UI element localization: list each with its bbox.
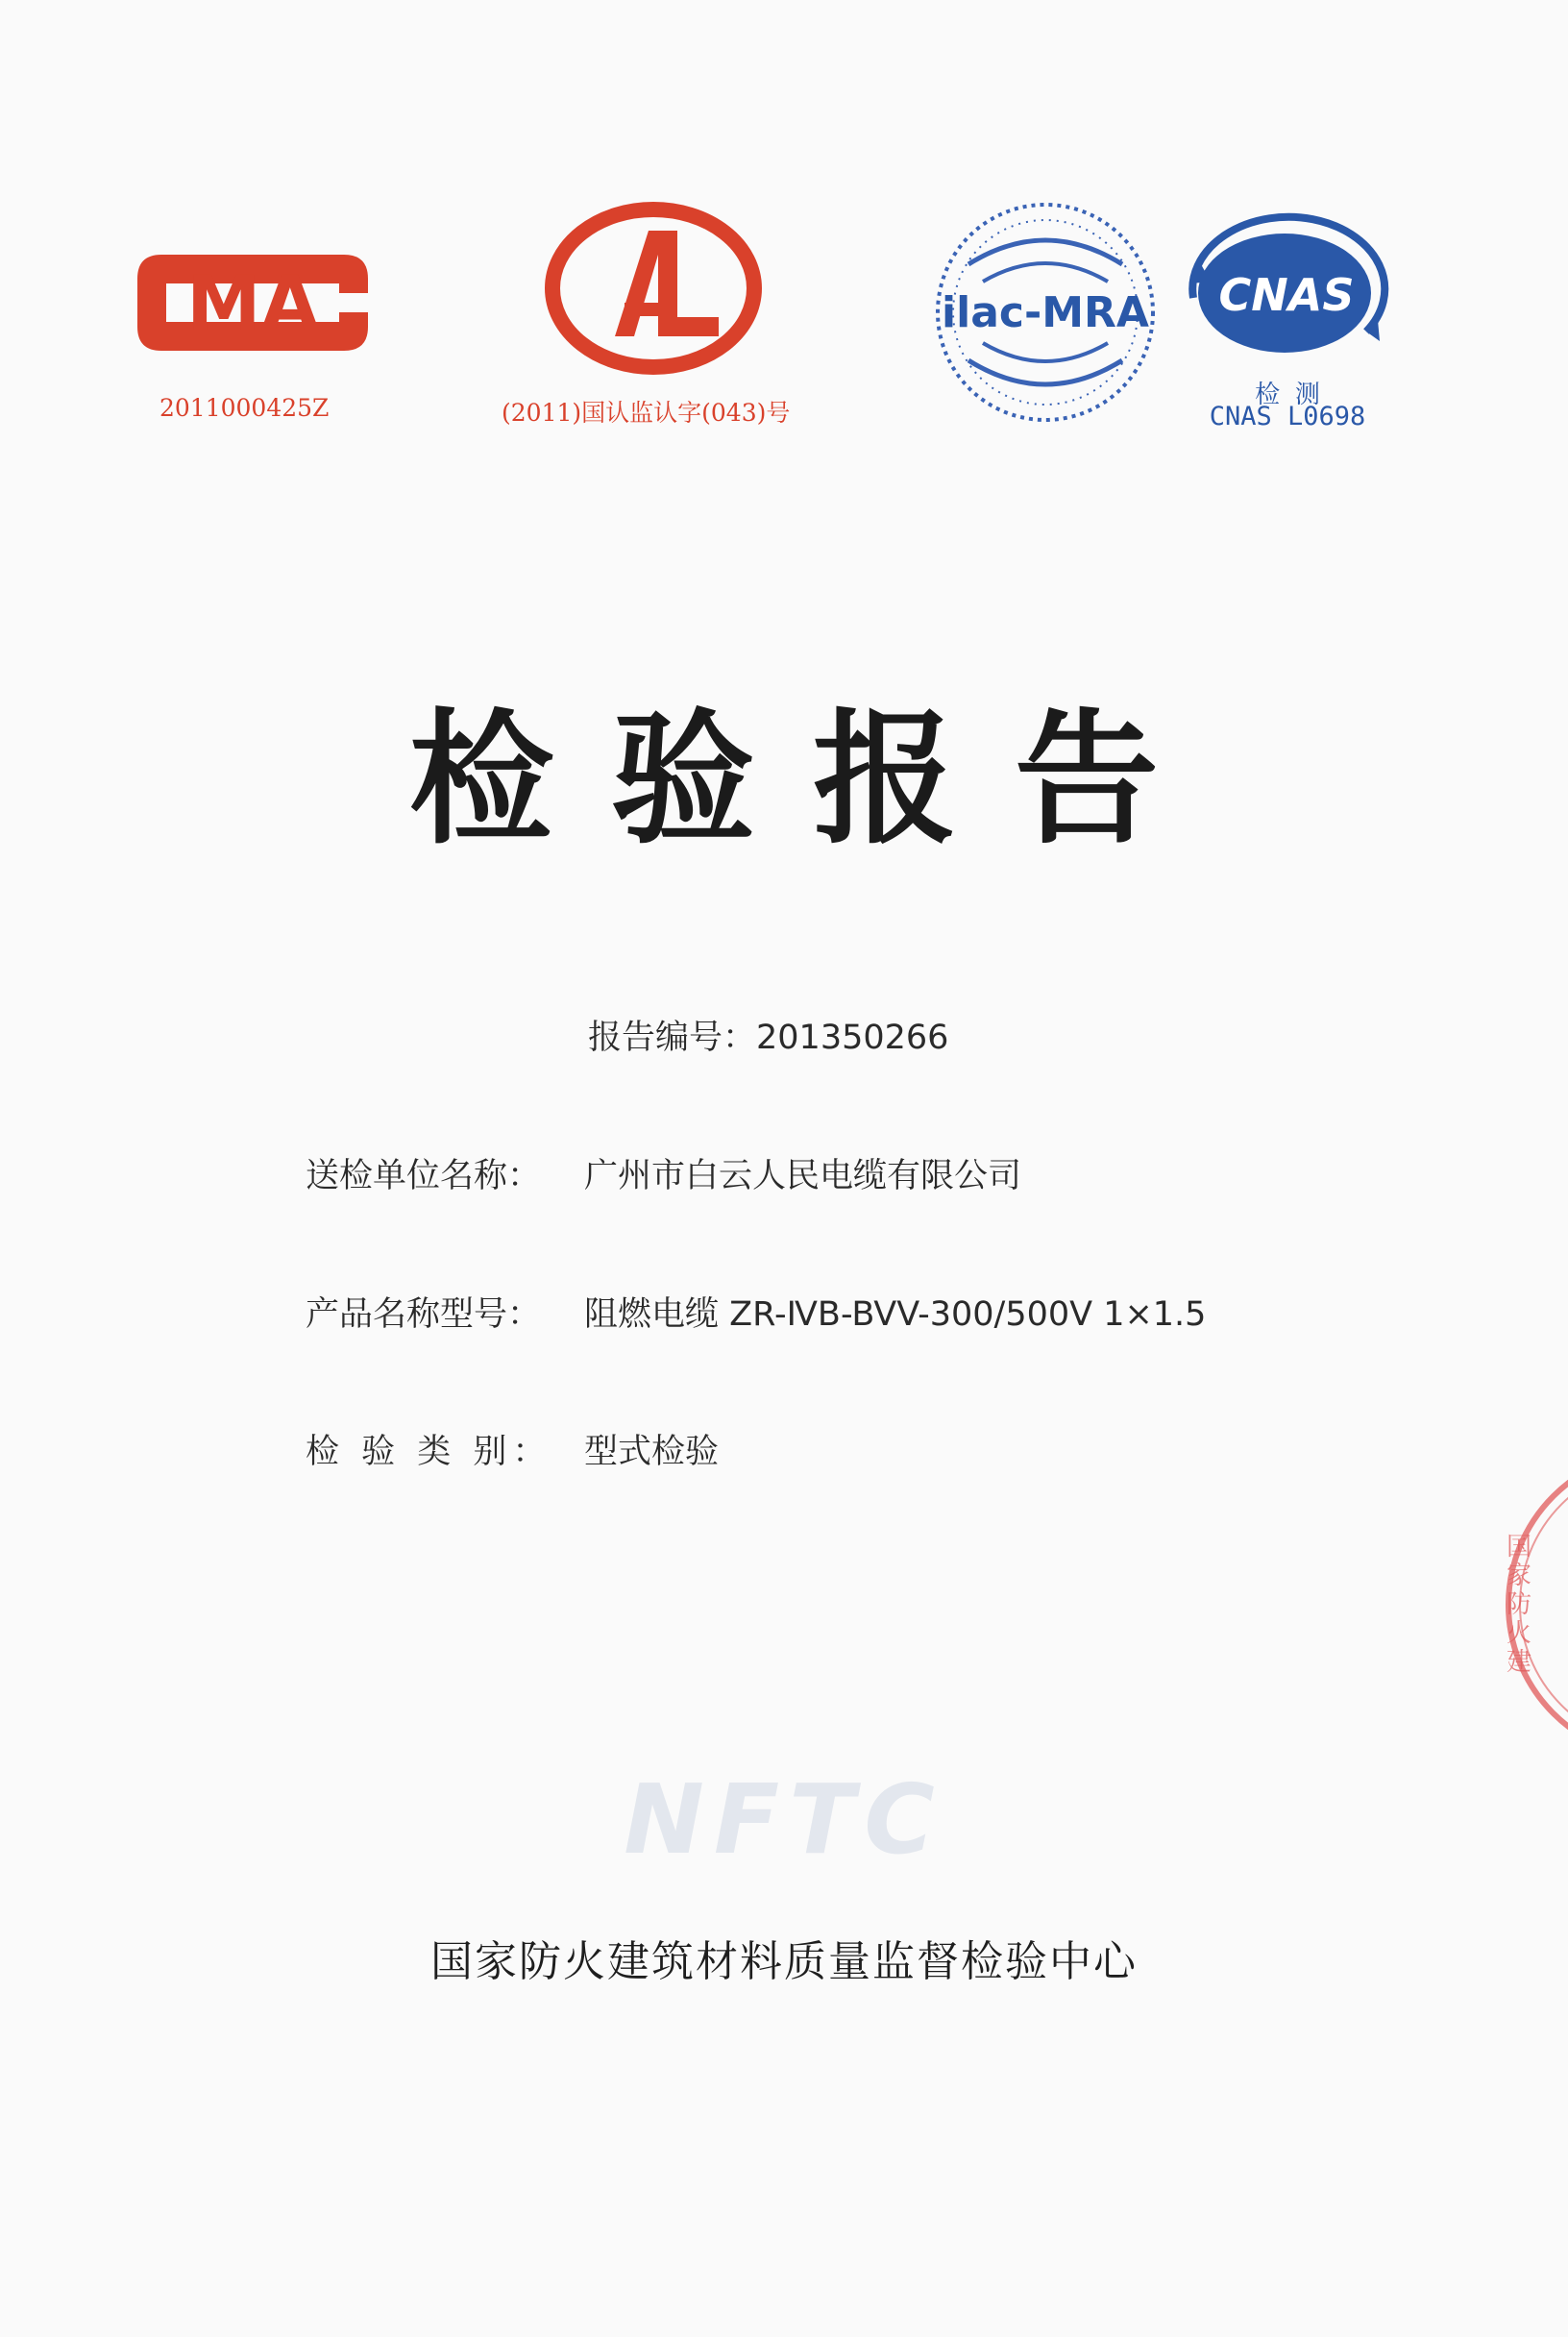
issuer-name: 国家防火建筑材料质量监督检验中心 [430,1937,1138,1986]
ilac-mra-logo [930,197,1161,428]
cal-logo [543,202,764,375]
field-test-type-label: 检 验 类 别： [306,1433,552,1471]
cnas-logo [1174,207,1400,380]
cnas-caption-line2: CNAS L0698 [1209,402,1366,431]
nftc-watermark: NFTC [624,1763,944,1876]
cma-logo [123,235,382,370]
field-client-label: 送检单位名称： [306,1157,542,1195]
cma-number: 2011000425Z [159,394,330,422]
field-product [306,1288,1206,1336]
report-number [588,1011,948,1059]
cnas-logo-text: CNAS [1218,269,1355,321]
field-product-label: 产品名称型号： [306,1295,542,1334]
field-test-type-value: 型式检验 [584,1433,720,1471]
seal-text: 国家防火建 [1507,1533,1532,1677]
cnas-caption-line1: 检 测 [1255,381,1320,409]
field-product-value: 阻燃电缆 ZR-ⅣB-BVV-300/500V 1×1.5 [584,1295,1207,1334]
ilac-logo-text: ilac-MRA [942,288,1149,337]
cma-logo-text: MA [186,261,319,348]
field-client [306,1149,1021,1197]
field-client-value: 广州市白云人民电缆有限公司 [584,1157,1022,1195]
report-title: 检验报告 [408,697,1216,864]
cal-number: (2011)国认监认字(043)号 [502,399,791,427]
field-test-type [306,1425,719,1473]
report-number-label: 报告编号： [588,1019,757,1057]
report-number-value: 201350266 [756,1019,949,1057]
